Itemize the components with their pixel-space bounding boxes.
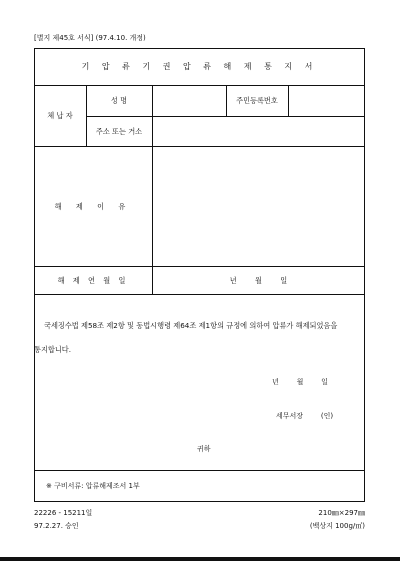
name-value [153,87,225,115]
address-value [153,117,364,146]
form-code: 22226 - 15211일 [34,509,93,517]
approval-note: 97.2.27. 승인 [34,522,79,530]
release-reason-label: 해 제 이 유 [54,201,132,211]
name-label: 성 명 [110,96,128,105]
delinquent-section-label: 체 납 자 [47,111,73,120]
attachment-note: ※ 구비서류: 압류해제조서 1부 [46,482,140,490]
form-header-note: [별지 제45호 서식] (97.4.10. 개정) [34,34,146,42]
attachment-divider [34,470,365,471]
release-date-label: 해 제 연 월 일 [57,275,129,285]
paper-type: (백상지 100g/㎡) [309,522,365,530]
form-title: 기 압 류 기 권 압 류 해 제 통 지 서 [81,62,318,71]
scan-bottom-edge [0,557,400,561]
paper-size: 210㎜×297㎜ [318,509,365,517]
resident-id-label: 주민등록번호 [236,96,278,105]
resident-id-value [289,87,364,115]
address-label: 주소 또는 거소 [95,126,143,136]
addressee: 귀하 [197,445,211,453]
tax-office-signature: 세무서장 (인) [276,412,334,420]
notice-text-line2: 통지합니다. [34,345,72,354]
notice-date-line: 년 월 일 [272,378,328,386]
release-date-value: 년 월 일 [229,275,288,285]
date-bottom-divider [34,294,365,295]
release-reason-value [153,147,364,266]
notice-text-line1: 국세징수법 제58조 제2항 및 동법시행령 제64조 제1항의 규정에 의하여 압류가 해제되었음을 [44,321,338,330]
